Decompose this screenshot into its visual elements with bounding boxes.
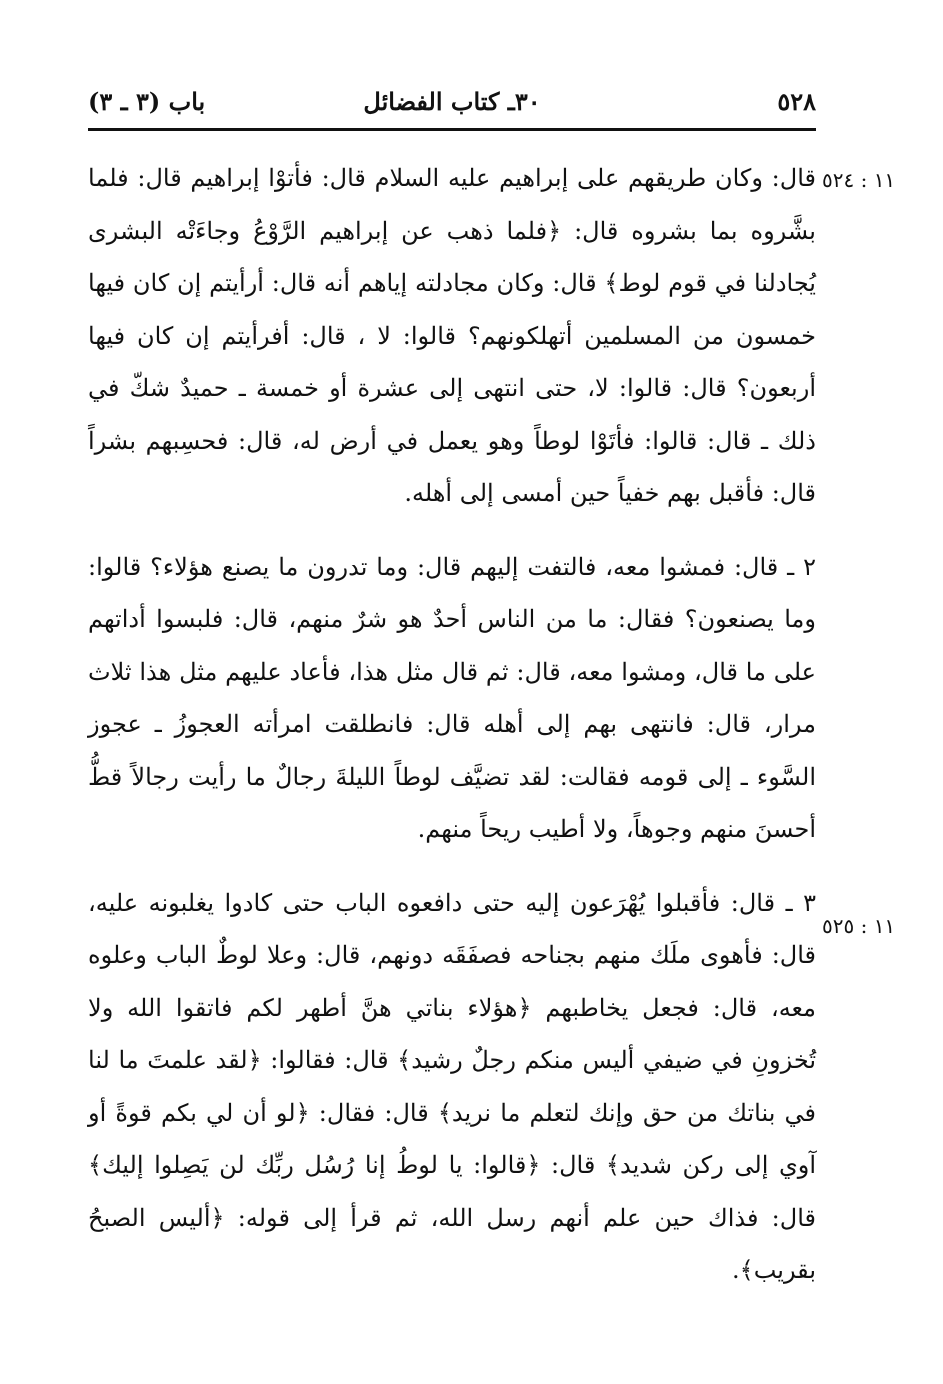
margin-reference: ١١ : ٥٢٤ xyxy=(822,168,896,192)
page-header xyxy=(88,84,816,124)
page-number: ٥٢٨ xyxy=(777,87,816,116)
book-title: ٣٠ـ كتاب الفضائل xyxy=(363,87,541,116)
paragraph: ٣ ـ قال: فأقبلوا يُهْرَعون إليه حتى دافعوه الباب حتى كادوا يغلبونه عليه، قال: فأهوى ملَك منهم بجناحه فصفَقَه دونهم، قال: وعلا لوطٌ الباب وعلوه معه، قال: فجعل يخاطبهم ﴿هؤلاء بناتي هنَّ أطهر لكم فاتقوا الله ولا تُخزونِ في ضيفي أليس منكم رجلٌ رشيد﴾ قال: فقالوا: ﴿لقد علمتَ ما لنا في بناتك من حق وإنك لتعلم ما نريد﴾ قال: فقال: ﴿لو أن لي بكم قوةً أو آوي إلى ركن شديد﴾ قال: ﴿قالوا: يا لوطُ إنا رُسُل ربِّك لن يَصِلوا إليك﴾ قال: فذاك حين علم أنهم رسل الله، ثم قرأ إلى قوله: ﴿أليس الصبحُ بقريب﴾. xyxy=(88,888,816,1284)
margin-reference: ١١ : ٥٢٥ xyxy=(822,914,896,938)
paragraph: ٢ ـ قال: فمشوا معه، فالتفت إليهم قال: وما تدرون ما يصنع هؤلاء؟ قالوا: وما يصنعون؟ فقال: ما من الناس أحدٌ هو شرٌ منهم، قال: فلبسوا أداتهم على ما قال، ومشوا معه، قال: ثم قال مثل هذا، فأعاد عليهم مثل هذا ثلاث مرار، قال: فانتهى بهم إلى أهله قال: فانطلقت امرأته العجوزُ ـ عجوز السَّوء ـ إلى قومه فقالت: لقد تضيَّف لوطاً الليلةَ رجالٌ ما رأيت رجالاً قطُّ أحسنَ منهم وجوهاً، ولا أطيب ريحاً منهم. xyxy=(88,552,817,843)
body-text xyxy=(88,152,816,1297)
paragraph: قال: وكان طريقهم على إبراهيم عليه السلام قال: فأتوْا إبراهيم قال: فلما بشَّروه بما بشروه قال: ﴿فلما ذهب عن إبراهيم الرَّوْعُ وجاءَتْه البشرى يُجادلنا في قوم لوط﴾ قال: وكان مجادلته إياهم أنه قال: أرأيتم إن كان فيها خمسون من المسلمين أتهلكونهم؟ قالوا: لا ، قال: أفرأيتم إن كان فيها أربعون؟ قال: قالوا: لا، حتى انتهى إلى عشرة أو خمسة ـ حميدٌ شكّ في ذلك ـ قال: قالوا: فأتَوْا لوطاً وهو يعمل في أرض له، قال: فحسِبهم بشراً قال: فأقبل بهم خفياً حين أمسى إلى أهله. xyxy=(88,164,816,507)
header-divider xyxy=(88,128,816,131)
chapter-label: باب (٣ ـ ٣) xyxy=(88,87,206,116)
